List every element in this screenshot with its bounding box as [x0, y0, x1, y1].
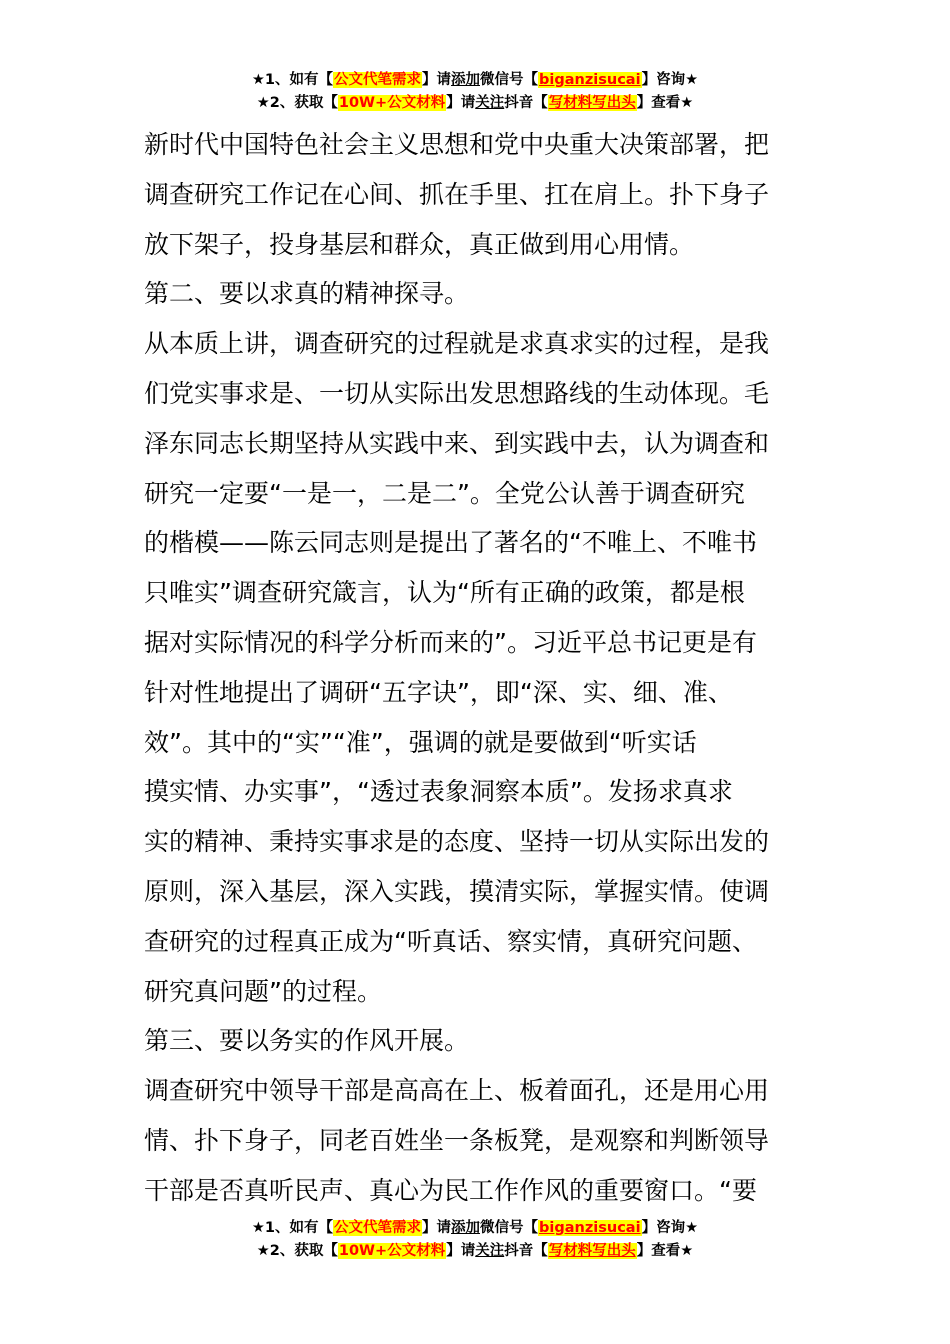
banner-line-1-suffix: 】咨询★: [641, 1220, 699, 1236]
banner-highlight-materials: 10W+公文材料: [338, 95, 446, 111]
body-line: 调查研究中领导干部是高高在上、板着面孔，还是用心用: [144, 1076, 770, 1106]
body-line: 研究一定要“一是一，二是二”。全党公认善于调查研究: [144, 478, 745, 508]
banner-highlight-materials: 10W+公文材料: [338, 1243, 446, 1259]
banner-line-2-underlined: 关注: [475, 95, 505, 111]
body-line: 实的精神、秉持实事求是的态度、坚持一切从实际出发的: [144, 827, 770, 857]
banner-highlight-douyin-account: 写材料写出头: [548, 1243, 636, 1259]
body-line: 据对实际情况的科学分析而来的”。习近平总书记更是有: [144, 627, 757, 657]
banner-line-1-prefix: ★1、如有【: [251, 1220, 334, 1236]
banner-highlight-douyin-account: 写材料写出头: [548, 95, 636, 111]
banner-line-2-middle-2: 抖音【: [504, 1243, 548, 1259]
body-line: 研究真问题”的过程。: [144, 976, 382, 1006]
banner-line-2-middle-2: 抖音【: [504, 95, 548, 111]
banner-line-1-middle-2: 微信号【: [480, 1220, 539, 1236]
footer-banner: [0, 1217, 950, 1263]
body-line: 从本质上讲，调查研究的过程就是求真求实的过程，是我: [144, 329, 770, 359]
body-line: 情、扑下身子，同老百姓坐一条板凳，是观察和判断领导: [144, 1125, 770, 1155]
banner-line-2: [0, 1240, 950, 1263]
banner-highlight-wechat-id: biganzisucai: [539, 1220, 641, 1236]
banner-line-2-underlined: 关注: [475, 1243, 505, 1259]
banner-line-2-middle: 】请: [446, 95, 476, 111]
body-line: 摸实情、办实事”，“透过表象洞察本质”。发扬求真求: [144, 777, 733, 807]
body-line: 放下架子，投身基层和群众，真正做到用心用情。: [144, 229, 695, 259]
banner-line-2: [0, 92, 950, 115]
banner-line-1-middle-2: 微信号【: [480, 72, 539, 88]
banner-highlight-service: 公文代笔需求: [334, 1220, 422, 1236]
section-heading-3: 第三、要以务实的作风开展。: [144, 1026, 470, 1056]
document-body: [144, 120, 812, 1216]
body-line: 的楷模——陈云同志则是提出了著名的“不唯上、不唯书: [144, 528, 757, 558]
body-line: 新时代中国特色社会主义思想和党中央重大决策部署，把: [144, 130, 770, 159]
body-line: 效”。其中的“实”“准”，强调的就是要做到“听实话: [144, 727, 697, 757]
banner-line-1-underlined: 添加: [451, 1220, 481, 1236]
body-line: 原则，深入基层，深入实践，摸清实际，掌握实情。使调: [144, 876, 770, 906]
header-banner: [0, 69, 950, 115]
banner-line-1: [0, 69, 950, 92]
banner-line-1-prefix: ★1、如有【: [251, 72, 334, 88]
banner-line-2-prefix: ★2、获取【: [256, 1243, 338, 1259]
body-line: 调查研究工作记在心间、抓在手里、扛在肩上。扑下身子: [144, 179, 770, 209]
banner-line-1-underlined: 添加: [451, 72, 481, 88]
section-heading-2: 第二、要以求真的精神探寻。: [144, 279, 470, 309]
banner-line-2-middle: 】请: [446, 1243, 476, 1259]
banner-line-1-suffix: 】咨询★: [641, 72, 699, 88]
banner-line-1-middle: 】请: [422, 1220, 452, 1236]
banner-line-1-middle: 】请: [422, 72, 452, 88]
body-line: 们党实事求是、一切从实际出发思想路线的生动体现。毛: [144, 378, 770, 408]
body-line: 泽东同志长期坚持从实践中来、到实践中去，认为调查和: [144, 428, 770, 458]
banner-line-2-prefix: ★2、获取【: [256, 95, 338, 111]
banner-line-2-suffix: 】查看★: [636, 1243, 694, 1259]
banner-highlight-service: 公文代笔需求: [334, 72, 422, 88]
body-line: 只唯实”调查研究箴言，认为“所有正确的政策，都是根: [144, 578, 745, 608]
body-line: 针对性地提出了调研“五字诀”，即“深、实、细、准、: [144, 677, 733, 707]
banner-line-2-suffix: 】查看★: [636, 95, 694, 111]
banner-line-1: [0, 1217, 950, 1240]
body-line: 干部是否真听民声、真心为民工作作风的重要窗口。“要: [144, 1175, 757, 1205]
banner-highlight-wechat-id: biganzisucai: [539, 72, 641, 88]
body-line: 查研究的过程真正成为“听真话、察实情，真研究问题、: [144, 926, 757, 956]
